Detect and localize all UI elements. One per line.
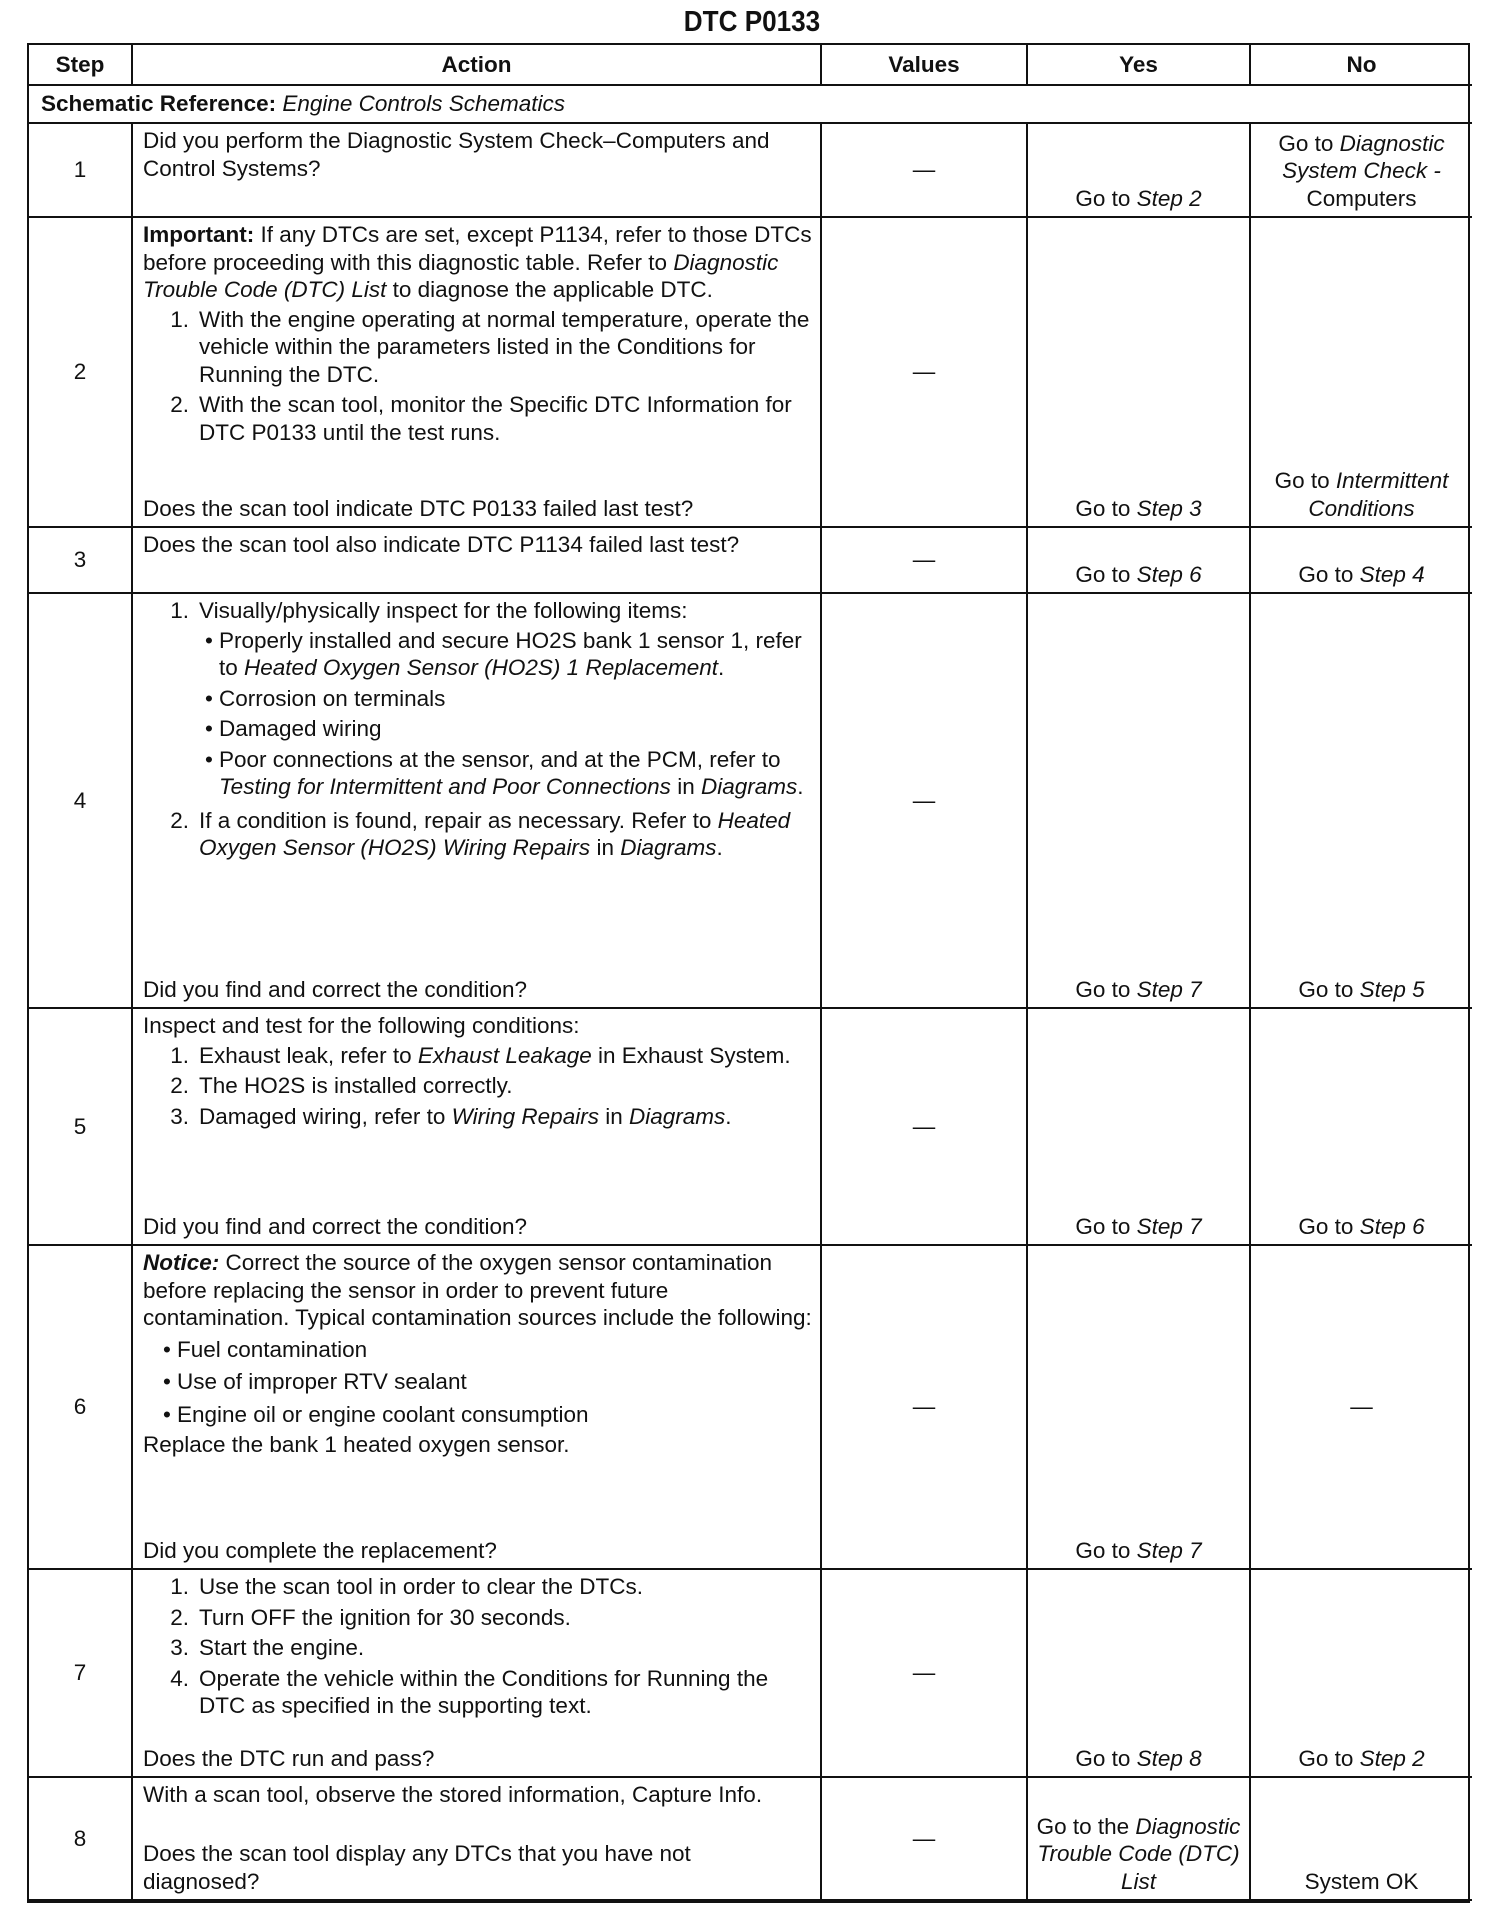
- text-segment: Fuel contamination: [177, 1336, 368, 1362]
- numbered-item: [143, 1103, 812, 1131]
- numbered-item: [143, 597, 812, 804]
- text-segment: With the engine operating at normal temperature, operate the vehicle within the parameters listed in the Conditions for Running the DTC.: [199, 306, 810, 387]
- column-header-yes: Yes: [1028, 45, 1251, 86]
- bullet-icon: •: [163, 1401, 171, 1427]
- bullet-item: [157, 1368, 812, 1396]
- text-segment: Step 3: [1136, 495, 1202, 521]
- text-segment: Did you perform the Diagnostic System Check–Computers and Control Systems?: [143, 128, 770, 181]
- values-cell: —: [822, 1009, 1028, 1246]
- item-text: [199, 306, 812, 389]
- text-segment: Did you complete the replacement?: [143, 1537, 497, 1563]
- yes-cell: [1028, 124, 1251, 218]
- values-cell: —: [822, 594, 1028, 1009]
- go-to-text: [1075, 1537, 1201, 1565]
- text-segment: Go to: [1075, 1213, 1137, 1239]
- bullet-icon: •: [163, 1369, 171, 1394]
- item-line: [199, 1634, 364, 1662]
- no-cell: [1251, 218, 1472, 528]
- no-cell: —: [1251, 1246, 1472, 1570]
- text-segment: Step 4: [1359, 561, 1425, 587]
- step-number: 8: [29, 1778, 133, 1901]
- item-number: 1.: [170, 306, 189, 332]
- bullet-text: [177, 1368, 467, 1396]
- text-segment: Schematic Reference:: [41, 91, 283, 116]
- go-to-text: [1075, 561, 1201, 589]
- go-to-text: [1075, 185, 1201, 213]
- schematic-reference: [29, 86, 1472, 124]
- question: [143, 1537, 812, 1565]
- item-line: [199, 1604, 571, 1632]
- text-segment: Step 7: [1136, 1213, 1202, 1239]
- text-segment: Engine oil or engine coolant consumption: [177, 1401, 589, 1427]
- no-cell: [1251, 1778, 1472, 1901]
- text-segment: Correct the source of the oxygen sensor contamination before replacing the sensor in order to prevent future contamination. Typical contamination sources include the following:: [143, 1250, 812, 1330]
- text-segment: With a scan tool, observe the stored information, Capture Info.: [143, 1782, 763, 1807]
- no-cell: [1251, 124, 1472, 218]
- text-segment: Does the scan tool indicate DTC P0133 failed last test?: [143, 495, 694, 521]
- bullet-icon: •: [163, 1336, 171, 1362]
- numbered-item: [143, 807, 812, 862]
- text-segment: System OK: [1304, 1868, 1419, 1894]
- text-segment: Does the scan tool also indicate DTC P1134 failed last test?: [143, 532, 740, 557]
- text-segment: Diagrams: [700, 774, 798, 799]
- item-text: [199, 1665, 812, 1720]
- text-segment: Use the scan tool in order to clear the DTCs.: [199, 1574, 643, 1599]
- text-segment: Heated Oxygen Sensor (HO2S) 1 Replacement: [244, 655, 719, 680]
- bullet-item: [199, 715, 812, 743]
- text-segment: Go to: [1075, 495, 1137, 521]
- bullet-text: [177, 1401, 589, 1429]
- action-cell: [133, 1009, 822, 1246]
- go-to-text: [1305, 1868, 1419, 1896]
- step-number: 7: [29, 1570, 133, 1778]
- item-line: [199, 306, 812, 389]
- item-text: [199, 807, 812, 862]
- go-to-text: [1075, 976, 1201, 1004]
- bullet-text: [219, 627, 812, 682]
- paragraph: [143, 127, 812, 182]
- action-cell: [133, 594, 822, 1009]
- text-segment: Step 2: [1136, 185, 1202, 211]
- yes-cell: [1028, 528, 1251, 594]
- item-number: 1.: [170, 598, 189, 623]
- text-segment: The HO2S is installed correctly.: [199, 1073, 513, 1098]
- paragraph: [143, 1012, 812, 1040]
- numbered-item: [143, 306, 812, 389]
- text-segment: in Exhaust System.: [591, 1042, 791, 1068]
- text-segment: Go to: [1075, 1745, 1137, 1771]
- question: [143, 1840, 812, 1895]
- yes-cell: [1028, 1009, 1251, 1246]
- text-segment: .: [797, 774, 804, 799]
- column-header-no: No: [1251, 45, 1472, 86]
- text-segment: Go to: [1298, 561, 1360, 587]
- text-segment: Diagnostic Trouble Code (DTC) List: [143, 249, 779, 302]
- item-number: 3.: [170, 1635, 189, 1660]
- text-segment: Corrosion on terminals: [219, 685, 446, 711]
- go-to-text: [1032, 1813, 1245, 1896]
- item-number: 1.: [170, 1574, 189, 1599]
- paragraph: [143, 1431, 812, 1459]
- item-text: [199, 1072, 512, 1100]
- go-to-text: [1075, 1213, 1201, 1241]
- go-to-text: [1298, 976, 1424, 1004]
- text-segment: Go to: [1075, 976, 1137, 1002]
- paragraph: [143, 1781, 812, 1809]
- bullet-icon: •: [205, 627, 213, 653]
- numbered-item: [143, 391, 812, 446]
- bullet-text: [219, 715, 382, 743]
- item-line: [199, 1072, 512, 1100]
- text-segment: Notice:: [143, 1250, 220, 1275]
- no-cell: [1251, 1570, 1472, 1778]
- text-segment: Diagnostic Trouble Code (DTC) List: [1037, 1813, 1241, 1894]
- text-segment: Important:: [143, 222, 255, 247]
- text-segment: Computers: [1306, 185, 1417, 211]
- step-number: 2: [29, 218, 133, 528]
- yes-cell: [1028, 1570, 1251, 1778]
- text-segment: Operate the vehicle within the Conditions for Running the DTC as specified in the supporting text.: [199, 1665, 769, 1718]
- go-to-text: [1255, 130, 1468, 213]
- bullet-text: [219, 685, 445, 713]
- question: [143, 976, 812, 1004]
- item-number: 2.: [170, 1073, 189, 1098]
- text-segment: Exhaust Leakage: [417, 1042, 592, 1068]
- action-cell: [133, 218, 822, 528]
- bullet-icon: •: [205, 685, 213, 711]
- text-segment: Step 7: [1136, 1537, 1202, 1563]
- text-segment: Go to: [1298, 1213, 1360, 1239]
- column-header-step: Step: [29, 45, 133, 86]
- item-number: 1.: [170, 1042, 189, 1068]
- step-number: 5: [29, 1009, 133, 1246]
- item-text: [199, 1634, 364, 1662]
- text-segment: Use of improper RTV sealant: [177, 1369, 467, 1394]
- text-segment: Start the engine.: [199, 1635, 365, 1660]
- question: [143, 1745, 812, 1773]
- values-cell: —: [822, 218, 1028, 528]
- text-segment: .: [718, 655, 725, 680]
- go-to-text: [1075, 495, 1201, 523]
- text-segment: Go to: [1075, 185, 1137, 211]
- text-segment: Did you find and correct the condition?: [143, 976, 527, 1002]
- values-cell: —: [822, 1570, 1028, 1778]
- text-segment: Diagrams: [628, 1103, 726, 1129]
- item-text: [199, 1604, 571, 1632]
- item-text: [199, 391, 812, 446]
- text-segment: Diagrams: [620, 835, 717, 860]
- item-text: [199, 1573, 643, 1601]
- values-cell: —: [822, 1246, 1028, 1570]
- text-segment: Diagnostic System Check -: [1282, 130, 1445, 183]
- item-line: [199, 391, 812, 446]
- text-segment: Heated Oxygen Sensor (HO2S) Wiring Repairs: [199, 807, 791, 860]
- item-text: [199, 1103, 732, 1131]
- action-cell: [133, 124, 822, 218]
- step-number: 6: [29, 1246, 133, 1570]
- bullet-text: [219, 746, 812, 801]
- bullet-icon: •: [205, 716, 213, 741]
- text-segment: Does the DTC run and pass?: [143, 1745, 435, 1771]
- text-segment: Testing for Intermittent and Poor Connections: [219, 774, 671, 799]
- bullet-item: [157, 1336, 812, 1364]
- text-segment: in: [670, 774, 701, 799]
- text-segment: Go to: [1298, 1745, 1360, 1771]
- text-segment: Go to: [1075, 561, 1137, 587]
- numbered-item: [143, 1072, 812, 1100]
- item-line: [199, 807, 812, 862]
- text-segment: Inspect and test for the following conditions:: [143, 1013, 580, 1038]
- text-segment: Turn OFF the ignition for 30 seconds.: [199, 1604, 571, 1630]
- action-cell: [133, 1778, 822, 1901]
- yes-cell: [1028, 1778, 1251, 1901]
- text-segment: .: [716, 835, 723, 860]
- step-number: 4: [29, 594, 133, 1009]
- text-segment: Step 5: [1359, 976, 1425, 1002]
- text-segment: Step 6: [1136, 561, 1202, 587]
- item-number: 3.: [170, 1103, 189, 1129]
- text-segment: Visually/physically inspect for the following items:: [199, 598, 688, 623]
- text-segment: Exhaust leak, refer to: [199, 1042, 418, 1068]
- item-number: 2.: [170, 392, 189, 417]
- bullet-item: [157, 1401, 812, 1429]
- column-header-values: Values: [822, 45, 1028, 86]
- item-number: 2.: [170, 1604, 189, 1630]
- paragraph: [143, 1249, 812, 1332]
- yes-cell: [1028, 218, 1251, 528]
- action-cell: [133, 1570, 822, 1778]
- item-line: [199, 597, 812, 625]
- page-title: DTC P0133: [683, 6, 821, 38]
- numbered-item: [143, 1634, 812, 1662]
- values-cell: —: [822, 528, 1028, 594]
- column-header-action: Action: [133, 45, 822, 86]
- bullet-item: [199, 685, 812, 713]
- diagnostic-table: [27, 43, 1470, 1903]
- text-segment: Properly installed and secure HO2S bank 1 sensor 1, refer to: [219, 627, 802, 680]
- text-segment: .: [725, 1103, 732, 1129]
- yes-cell: [1028, 1246, 1251, 1570]
- text-segment: Replace the bank 1 heated oxygen sensor.: [143, 1432, 570, 1457]
- text-segment: in: [590, 835, 621, 860]
- numbered-item: [143, 1604, 812, 1632]
- go-to-text: [1298, 1213, 1424, 1241]
- text-segment: Go to: [1274, 468, 1336, 493]
- values-cell: —: [822, 124, 1028, 218]
- values-cell: —: [822, 1778, 1028, 1901]
- item-line: [199, 1573, 643, 1601]
- paragraph: [143, 531, 812, 559]
- go-to-text: [1298, 561, 1424, 589]
- bullet-item: [199, 746, 812, 801]
- item-text: [199, 597, 812, 804]
- text-segment: Damaged wiring, refer to: [199, 1103, 452, 1129]
- no-cell: [1251, 1009, 1472, 1246]
- text-segment: Does the scan tool display any DTCs that you have not diagnosed?: [143, 1841, 691, 1894]
- step-number: 3: [29, 528, 133, 594]
- text-segment: to diagnose the applicable DTC.: [386, 277, 713, 302]
- bullet-text: [177, 1336, 367, 1364]
- text-segment: If a condition is found, repair as necessary. Refer to: [199, 807, 718, 833]
- bullet-item: [199, 627, 812, 682]
- action-cell: [133, 1246, 822, 1570]
- go-to-text: [1255, 467, 1468, 522]
- text-segment: With the scan tool, monitor the Specific DTC Information for DTC P0133 until the test runs.: [199, 392, 792, 445]
- item-text: [199, 1042, 791, 1070]
- text-segment: Go to: [1298, 976, 1360, 1002]
- bullet-icon: •: [205, 746, 213, 772]
- numbered-item: [143, 1665, 812, 1720]
- text-segment: Step 2: [1359, 1745, 1425, 1771]
- no-cell: [1251, 594, 1472, 1009]
- text-segment: If any DTCs are set, except P1134, refer to those DTCs before proceeding with this diagnostic table. Refer to: [143, 222, 812, 275]
- text-segment: Go to: [1278, 130, 1340, 156]
- action-cell: [133, 528, 822, 594]
- text-segment: Poor connections at the sensor, and at the PCM, refer to: [219, 746, 781, 772]
- text-segment: Step 6: [1359, 1213, 1425, 1239]
- item-number: 2.: [170, 807, 189, 833]
- text-segment: Step 8: [1136, 1745, 1202, 1771]
- item-line: [199, 1665, 812, 1720]
- numbered-item: [143, 1573, 812, 1601]
- text-segment: Go to the: [1036, 1813, 1136, 1839]
- item-line: [199, 1103, 732, 1131]
- text-segment: Did you find and correct the condition?: [143, 1213, 527, 1239]
- step-number: 1: [29, 124, 133, 218]
- go-to-text: [1298, 1745, 1424, 1773]
- go-to-text: [1075, 1745, 1201, 1773]
- text-segment: Damaged wiring: [219, 716, 382, 741]
- text-segment: Wiring Repairs: [451, 1103, 599, 1129]
- text-segment: Engine Controls Schematics: [282, 91, 565, 116]
- numbered-item: [143, 1042, 812, 1070]
- text-segment: Go to: [1075, 1537, 1137, 1563]
- paragraph: [143, 221, 812, 304]
- item-line: [199, 1042, 791, 1070]
- text-segment: Intermittent Conditions: [1308, 468, 1449, 521]
- question: [143, 495, 812, 523]
- yes-cell: [1028, 594, 1251, 1009]
- item-number: 4.: [170, 1665, 189, 1691]
- no-cell: [1251, 528, 1472, 594]
- question: [143, 1213, 812, 1241]
- text-segment: in: [598, 1103, 629, 1129]
- text-segment: Step 7: [1136, 976, 1202, 1002]
